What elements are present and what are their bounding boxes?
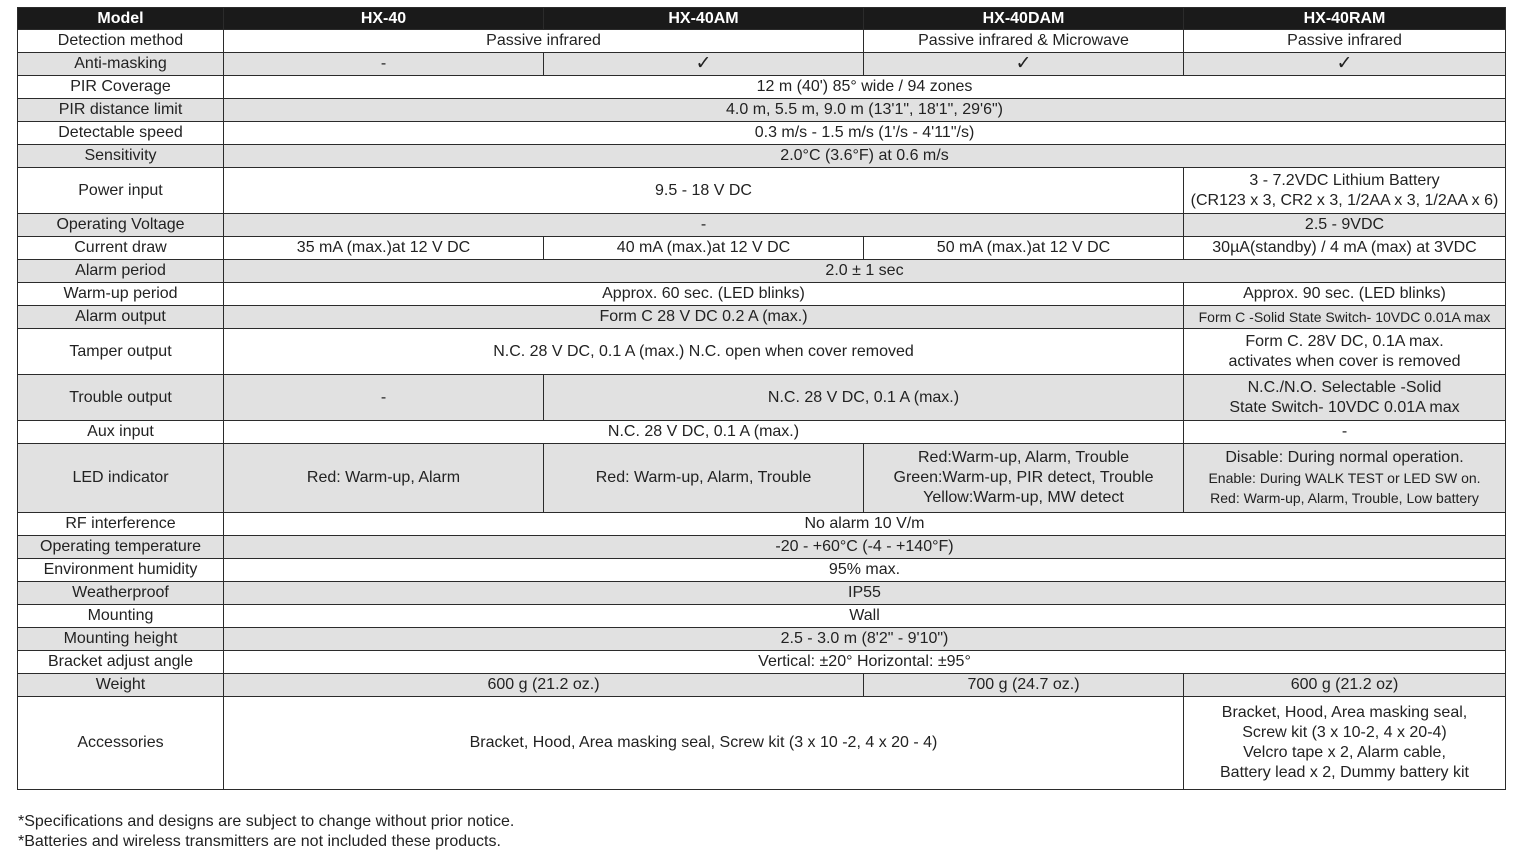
cell-line: Disable: During normal operation. — [1225, 449, 1464, 466]
cell-value: IP55 — [224, 582, 1506, 605]
cell-value: Vertical: ±20° Horizontal: ±95° — [224, 651, 1506, 674]
row-label: Anti-masking — [18, 53, 224, 76]
row-operating-temperature — [18, 536, 1506, 559]
checkmark-icon: ✓ — [1184, 53, 1506, 76]
cell-value: Passive infrared — [1184, 30, 1506, 53]
cell-value: 50 mA (max.)at 12 V DC — [864, 237, 1184, 260]
row-pir-coverage — [18, 76, 1506, 99]
header-row — [18, 8, 1506, 30]
row-tamper-output — [18, 329, 1506, 375]
row-rf-interference — [18, 513, 1506, 536]
cell-value: 700 g (24.7 oz.) — [864, 674, 1184, 697]
row-label: Tamper output — [18, 329, 224, 375]
cell-line: Red:Warm-up, Alarm, Trouble — [917, 449, 1130, 466]
cell-line: Velcro tape x 2, Alarm cable, — [1243, 744, 1446, 761]
row-aux-input — [18, 421, 1506, 444]
row-alarm-output — [18, 306, 1506, 329]
row-power-input — [18, 168, 1506, 214]
row-label: Current draw — [18, 237, 224, 260]
header-model: Model — [18, 8, 224, 30]
row-label: Detectable speed — [18, 122, 224, 145]
row-trouble-output — [18, 375, 1506, 421]
cell-line: Battery lead x 2, Dummy battery kit — [1220, 764, 1469, 781]
cell-line: State Switch- 10VDC 0.01A max — [1229, 398, 1460, 416]
cell-line: (CR123 x 3, CR2 x 3, 1/2AA x 3, 1/2AA x 6) — [1190, 191, 1499, 209]
row-led-indicator — [18, 444, 1506, 513]
row-label: PIR distance limit — [18, 99, 224, 122]
row-mounting — [18, 605, 1506, 628]
row-label: Operating temperature — [18, 536, 224, 559]
row-anti-masking — [18, 53, 1506, 76]
cell-value: 35 mA (max.)at 12 V DC — [224, 237, 544, 260]
row-sensitivity — [18, 145, 1506, 168]
row-bracket-adjust-angle — [18, 651, 1506, 674]
cell-value: 95% max. — [224, 559, 1506, 582]
cell-value: 600 g (21.2 oz.) — [224, 674, 864, 697]
header-hx40: HX-40 — [224, 8, 544, 30]
cell-value: Passive infrared — [224, 30, 864, 53]
cell-line: activates when cover is removed — [1228, 352, 1461, 370]
row-label: Mounting — [18, 605, 224, 628]
cell-line: Form C. 28V DC, 0.1A max. — [1245, 332, 1444, 350]
cell-value: Bracket, Hood, Area masking seal, Screw kit (3 x 10 -2, 4 x 20 - 4) — [224, 697, 1184, 790]
row-label: RF interference — [18, 513, 224, 536]
cell-value: 40 mA (max.)at 12 V DC — [544, 237, 864, 260]
row-label: Detection method — [18, 30, 224, 53]
cell-value: 4.0 m, 5.5 m, 9.0 m (13'1", 18'1", 29'6") — [224, 99, 1506, 122]
footnotes — [18, 812, 514, 852]
cell-value: Red: Warm-up, Alarm — [224, 444, 544, 513]
header-hx40am: HX-40AM — [544, 8, 864, 30]
cell-value — [864, 444, 1184, 513]
row-warm-up-period — [18, 283, 1506, 306]
cell-line: Red: Warm-up, Alarm, Trouble, Low battery — [1210, 490, 1479, 506]
checkmark-icon: ✓ — [544, 53, 864, 76]
cell-value: - — [224, 214, 1184, 237]
cell-line: Enable: During WALK TEST or LED SW on. — [1208, 470, 1481, 486]
cell-line: Green:Warm-up, PIR detect, Trouble — [893, 469, 1154, 486]
cell-value: No alarm 10 V/m — [224, 513, 1506, 536]
row-label: Weatherproof — [18, 582, 224, 605]
row-label: Warm-up period — [18, 283, 224, 306]
cell-value — [1184, 375, 1506, 421]
cell-line: Yellow:Warm-up, MW detect — [923, 489, 1124, 506]
cell-value: - — [224, 375, 544, 421]
cell-line: 3 - 7.2VDC Lithium Battery — [1249, 171, 1440, 189]
cell-value: Approx. 60 sec. (LED blinks) — [224, 283, 1184, 306]
cell-value — [1184, 444, 1506, 513]
row-label: Power input — [18, 168, 224, 214]
row-label: Weight — [18, 674, 224, 697]
cell-value — [1184, 168, 1506, 214]
row-accessories — [18, 697, 1506, 790]
row-pir-distance-limit — [18, 99, 1506, 122]
spec-table — [17, 7, 1506, 790]
cell-line: N.C./N.O. Selectable -Solid — [1247, 378, 1442, 396]
cell-value: Approx. 90 sec. (LED blinks) — [1184, 283, 1506, 306]
row-label: Trouble output — [18, 375, 224, 421]
row-environment-humidity — [18, 559, 1506, 582]
row-label: Operating Voltage — [18, 214, 224, 237]
cell-value: 12 m (40') 85° wide / 94 zones — [224, 76, 1506, 99]
cell-value: - — [224, 53, 544, 76]
footnote-batteries: *Batteries and wireless transmitters are not included these products. — [18, 833, 501, 850]
cell-value: 0.3 m/s - 1.5 m/s (1'/s - 4'11"/s) — [224, 122, 1506, 145]
row-label: Environment humidity — [18, 559, 224, 582]
cell-value: 2.0°C (3.6°F) at 0.6 m/s — [224, 145, 1506, 168]
header-hx40ram: HX-40RAM — [1184, 8, 1506, 30]
row-label: Mounting height — [18, 628, 224, 651]
cell-value: 30µA(standby) / 4 mA (max) at 3VDC — [1184, 237, 1506, 260]
header-hx40dam: HX-40DAM — [864, 8, 1184, 30]
cell-value: 2.5 - 9VDC — [1184, 214, 1506, 237]
cell-value: Passive infrared & Microwave — [864, 30, 1184, 53]
row-label: Sensitivity — [18, 145, 224, 168]
cell-value — [1184, 329, 1506, 375]
row-label: Accessories — [18, 697, 224, 790]
cell-value: - — [1184, 421, 1506, 444]
row-mounting-height — [18, 628, 1506, 651]
cell-value: 2.5 - 3.0 m (8'2" - 9'10") — [224, 628, 1506, 651]
cell-value: Form C -Solid State Switch- 10VDC 0.01A max — [1184, 306, 1506, 329]
cell-value — [1184, 697, 1506, 790]
cell-value: -20 - +60°C (-4 - +140°F) — [224, 536, 1506, 559]
cell-value: N.C. 28 V DC, 0.1 A (max.) — [224, 421, 1184, 444]
row-detectable-speed — [18, 122, 1506, 145]
row-label: Alarm period — [18, 260, 224, 283]
row-weatherproof — [18, 582, 1506, 605]
row-operating-voltage — [18, 214, 1506, 237]
cell-value: Form C 28 V DC 0.2 A (max.) — [224, 306, 1184, 329]
checkmark-icon: ✓ — [864, 53, 1184, 76]
footnote-specifications: *Specifications and designs are subject to change without prior notice. — [18, 813, 515, 830]
cell-value: 2.0 ± 1 sec — [224, 260, 1506, 283]
cell-value: Red: Warm-up, Alarm, Trouble — [544, 444, 864, 513]
row-detection-method — [18, 30, 1506, 53]
row-label: Aux input — [18, 421, 224, 444]
row-current-draw — [18, 237, 1506, 260]
row-label: LED indicator — [18, 444, 224, 513]
cell-line: Screw kit (3 x 10-2, 4 x 20-4) — [1242, 724, 1447, 741]
cell-value: 9.5 - 18 V DC — [224, 168, 1184, 214]
cell-line: Bracket, Hood, Area masking seal, — [1221, 704, 1468, 721]
row-label: Bracket adjust angle — [18, 651, 224, 674]
cell-value: 600 g (21.2 oz) — [1184, 674, 1506, 697]
row-alarm-period — [18, 260, 1506, 283]
cell-value: N.C. 28 V DC, 0.1 A (max.) — [544, 375, 1184, 421]
row-label: Alarm output — [18, 306, 224, 329]
row-weight — [18, 674, 1506, 697]
cell-value: Wall — [224, 605, 1506, 628]
cell-value: N.C. 28 V DC, 0.1 A (max.) N.C. open when cover removed — [224, 329, 1184, 375]
row-label: PIR Coverage — [18, 76, 224, 99]
